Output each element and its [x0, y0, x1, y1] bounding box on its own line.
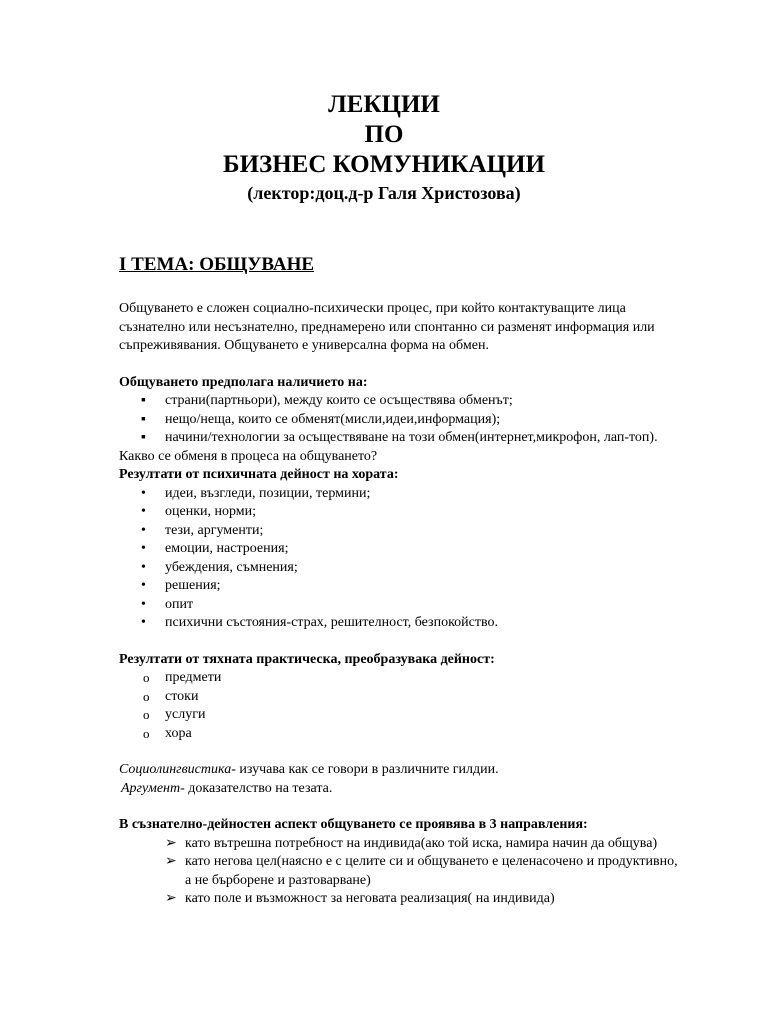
definition-text: - изучава как се говори в различните гилдии. — [231, 762, 499, 777]
list-item: o хора — [119, 725, 679, 744]
list-item: ▪ начини/технологии за осъществяване на този обмен(интернет,микрофон, лап-топ). — [119, 429, 679, 448]
definition-term: Аргумент — [121, 780, 181, 796]
directions-list — [119, 835, 679, 909]
directions-heading: В съзнателно-дейностен аспект общуването се проявява в 3 направления: — [119, 817, 588, 832]
bullet-icon: • — [141, 559, 146, 575]
list-item: • убеждения, съмнения; — [119, 559, 679, 578]
list-item: • идеи, възгледи, позиции, термини; — [119, 485, 679, 504]
lecturer-line: (лектор:доц.д-р Галя Христозова) — [247, 183, 521, 203]
circle-bullet-icon: o — [143, 725, 150, 741]
list-item: • опит — [119, 596, 679, 615]
arrow-bullet-icon: ➢ — [165, 891, 177, 906]
mental-results-list — [119, 485, 679, 633]
title-line-2: ПО — [364, 121, 404, 148]
bullet-icon: • — [141, 504, 146, 519]
definition-text: - доказателство на тезата. — [180, 780, 333, 796]
intro-paragraph: Общуването е сложен социално-психически процес, при който контактуващите лица съзнателно или несъзнателно, преднамерено или спонтанно си разменят информация или съпреживявания. Общуването е универсална форма на обмен. — [119, 301, 655, 353]
bullet-icon: • — [141, 541, 146, 556]
circle-bullet-icon: o — [143, 707, 150, 722]
bullet-icon: • — [141, 615, 146, 630]
list-item: ➢ като негова цел(наясно е с целите си и общуването е целенасочено и продуктивно, а не бърборене и разтоварване) — [165, 854, 678, 888]
content-body — [119, 300, 679, 909]
bullet-icon: • — [141, 578, 146, 593]
definition-term: Социолингвистика — [119, 762, 232, 777]
list-item: ▪ нещо/неща, които се обменят(мисли,идеи,информация); — [119, 411, 679, 430]
arrow-bullet-icon: ➢ — [165, 854, 177, 869]
square-bullet-icon: ▪ — [141, 411, 146, 427]
question-line: Какво се обменя в процеса на общуването? — [119, 448, 378, 464]
topic-heading: I ТЕМА: ОБЩУВАНЕ — [119, 254, 315, 275]
arrow-bullet-icon: ➢ — [165, 835, 177, 851]
list-item: • психични състояния-страх, решителност, безпокойство. — [119, 614, 679, 633]
circle-bullet-icon: o — [143, 688, 150, 704]
definition-argument — [119, 780, 679, 799]
practical-results-heading: Резултати от тяхната практическа, преобразувака дейност: — [119, 651, 495, 667]
title-line-1: ЛЕКЦИИ — [328, 91, 440, 118]
list-item: • оценки, норми; — [119, 503, 679, 522]
list-item: o стоки — [119, 688, 679, 707]
bullet-icon: • — [141, 485, 146, 501]
square-bullet-icon: ▪ — [141, 430, 146, 445]
presupposes-heading: Общуването предполага наличието на: — [119, 374, 368, 390]
presupposes-list — [119, 392, 679, 448]
circle-bullet-icon: o — [143, 670, 150, 685]
list-item: o предмети — [119, 669, 679, 688]
list-item: • емоции, настроения; — [119, 540, 679, 559]
definition-sociolinguistics — [119, 761, 679, 780]
list-item: ➢ като вътрешна потребност на индивида(ако той иска, намира начин да общува) — [119, 835, 679, 854]
list-item: ➢ като поле и възможност за неговата реализация( на индивида) — [119, 890, 679, 909]
bullet-icon: • — [141, 596, 146, 612]
square-bullet-icon: ▪ — [141, 393, 146, 408]
bullet-icon: • — [141, 522, 146, 538]
list-item: ▪ страни(партньори), между които се осъществява обменът; — [119, 392, 679, 411]
mental-results-heading: Резултати от психичната дейност на хората: — [119, 467, 399, 482]
list-item: o услуги — [119, 706, 679, 725]
practical-results-list — [119, 669, 679, 743]
list-item: • тези, аргументи; — [119, 522, 679, 541]
list-item: • решения; — [119, 577, 679, 596]
title-block — [0, 90, 768, 206]
title-line-3: БИЗНЕС КОМУНИКАЦИИ — [223, 151, 545, 178]
